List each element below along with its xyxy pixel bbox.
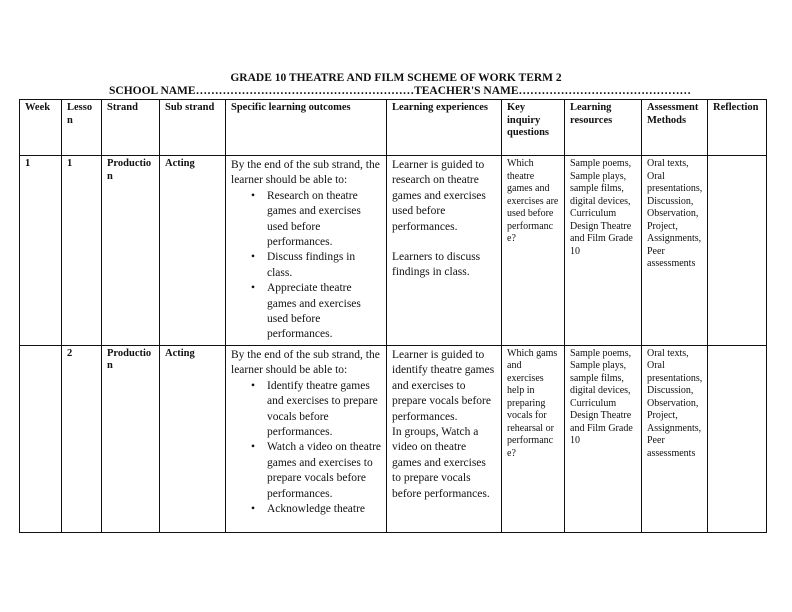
outcome-text: Appreciate theatre games and exercises used before performances. [267,282,361,341]
document-title: GRADE 10 THEATRE AND FILM SCHEME OF WORK TERM 2 [230,72,562,84]
list-item [251,379,382,441]
outcomes-list [231,379,382,518]
list-item [251,250,382,281]
bullet-icon: • [251,282,256,295]
cell-learning-experiences [387,345,502,532]
outcomes-intro: By the end of the sub strand, the learner should be able to: [231,348,380,377]
header-learning-experiences: Learning experiences [387,100,502,156]
table-row [20,156,767,346]
outcome-text: Acknowledge theatre [267,502,366,515]
bullet-icon: • [251,189,256,202]
header-key-inquiry-questions: Key inquiry questions [502,100,565,156]
header-strand: Strand [102,100,160,156]
header-reflection: Reflection [708,100,767,156]
cell-strand: Productio n [102,345,160,532]
outcomes-list [231,189,382,343]
cell-reflection [708,156,767,346]
cell-learning-resources: Sample poems, Sample plays, sample films, digital devices, Curriculum Design Theatre and Film Grade 10 [565,345,642,532]
header-lesson: Lesso n [62,100,102,156]
cell-week: 1 [20,156,62,346]
cell-sub-strand: Acting [160,345,226,532]
list-item [251,281,382,343]
table-row [20,345,767,532]
bullet-icon: • [251,251,256,264]
outcome-text: Identify theatre games and exercises to prepare vocals before performances. [267,379,378,438]
scheme-of-work-table [19,99,767,533]
cell-specific-learning-outcomes [226,156,387,346]
cell-assessment-methods: Oral texts, Oral presentations, Discussion, Observation, Project, Assignments, Peer assessments [642,156,708,346]
outcome-text: Discuss findings in class. [267,251,356,279]
cell-sub-strand: Acting [160,156,226,346]
header-week: Week [20,100,62,156]
cell-lesson: 2 [62,345,102,532]
cell-key-inquiry-question: Which theatre games and exercises are used before performanc e? [502,156,565,346]
outcomes-intro: By the end of the sub strand, the learner should be able to: [231,159,380,187]
experience-text: Learner is guided to identify theatre games and exercises to prepare vocals before performances. [392,348,495,423]
header-sub-strand: Sub strand [160,100,226,156]
bullet-icon: • [251,441,256,454]
bullet-icon: • [251,502,256,515]
list-item [251,502,382,517]
cell-learning-experiences [387,156,502,346]
cell-lesson: 1 [62,156,102,346]
header-specific-learning-outcomes: Specific learning outcomes [226,100,387,156]
cell-learning-resources: Sample poems, Sample plays, sample films, digital devices, Curriculum Design Theatre and Film Grade 10 [565,156,642,346]
list-item [251,189,382,251]
cell-key-inquiry-question: Which gams and exercises help in preparing vocals for rehearsal or performanc e? [502,345,565,532]
outcome-text: Watch a video on theatre games and exercises to prepare vocals before performances. [267,441,382,500]
cell-specific-learning-outcomes [226,345,387,532]
list-item [251,440,382,502]
experience-text: Learner is guided to research on theatre games and exercises used before performances. [392,159,486,233]
cell-week [20,345,62,532]
cell-strand: Productio n [102,156,160,346]
cell-reflection [708,345,767,532]
cell-assessment-methods: Oral texts, Oral presentations, Discussion, Observation, Project, Assignments, Peer assessments [642,345,708,532]
experience-text: Learners to discuss findings in class. [392,251,481,279]
header-learning-resources: Learning resources [565,100,642,156]
school-teacher-line: SCHOOL NAME…………………………………………………TEACHER'S NAME……………………………………… [109,85,692,97]
experience-text: In groups, Watch a video on theatre games and exercises to prepare vocals before performances. [392,425,490,500]
outcome-text: Research on theatre games and exercises used before performances. [267,189,361,249]
header-row [20,100,767,156]
header-assessment-methods: Assessment Methods [642,100,708,156]
bullet-icon: • [251,379,256,392]
